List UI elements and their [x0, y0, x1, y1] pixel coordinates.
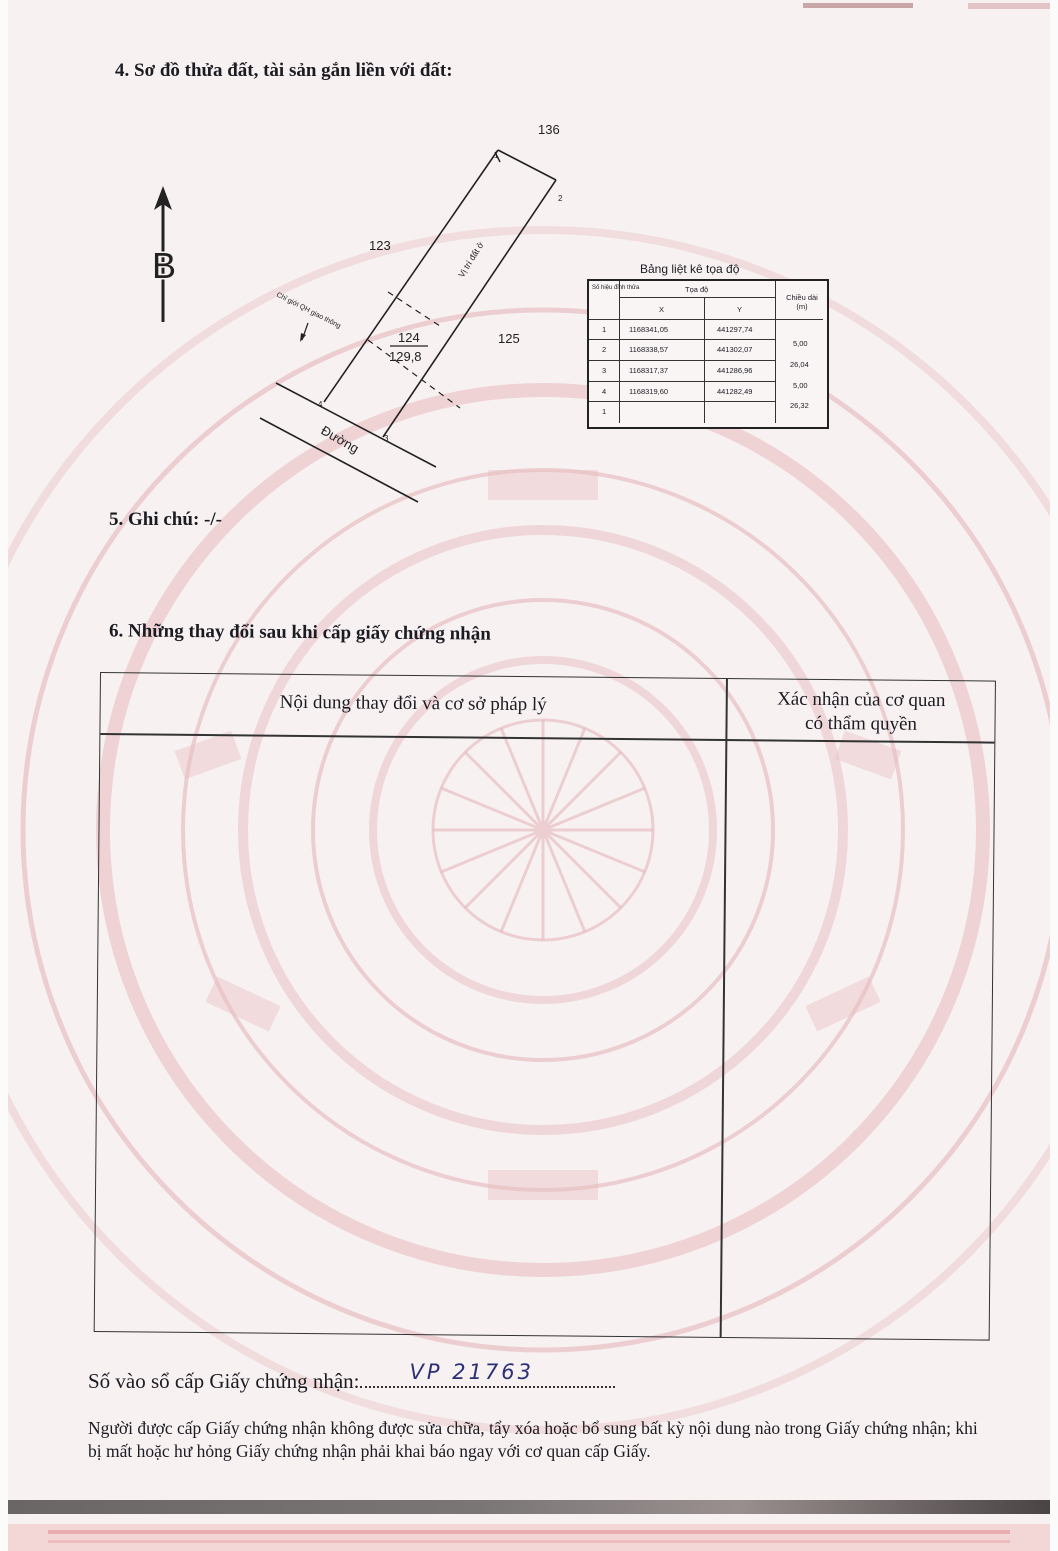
row-2-y: 441302,07 [717, 345, 753, 354]
col-confirm-line1: Xác nhận của cơ quan [777, 688, 946, 712]
length-2: 26,04 [790, 360, 809, 369]
col-coord-header: Tọa độ [685, 285, 709, 294]
bottom-decorative-border [8, 1524, 1050, 1551]
change-content-cell [95, 735, 725, 1337]
parcel-area: 129,8 [389, 349, 422, 364]
length-4: 26,32 [790, 401, 809, 410]
vertex-1-label: 1 [494, 151, 499, 160]
coord-table-title: Bảng liệt kê tọa độ [640, 262, 740, 276]
row-5-point: 1 [602, 407, 607, 416]
col-content-header: Nội dung thay đổi và cơ sở pháp lý [279, 691, 547, 716]
row-4-y: 441282,49 [717, 387, 753, 396]
length-3: 5,00 [793, 381, 808, 390]
col-point-header: Số hiệu đỉnh thửa [592, 285, 640, 291]
row-1-y: 441297,74 [717, 325, 753, 334]
page-edge-right [1050, 0, 1058, 1551]
registry-dots [360, 1360, 615, 1388]
page-edge-left [0, 0, 8, 1551]
row-2-x: 1168338,57 [629, 345, 669, 354]
road-boundary-label: Chỉ giới QH giao thông [275, 291, 342, 331]
section-6-title: 6. Những thay đổi sau khi cấp giấy chứng nhận [108, 620, 491, 645]
bottom-shadow-band [8, 1500, 1050, 1514]
registry-label: Số vào sổ cấp Giấy chứng nhận: [88, 1369, 360, 1393]
vertex-4-label: 4 [318, 400, 323, 409]
parcel-east-label: 125 [498, 331, 520, 346]
row-3-point: 3 [602, 366, 607, 375]
row-3-y: 441286,96 [717, 366, 753, 375]
row-1-point: 1 [602, 325, 607, 334]
changes-table [94, 672, 996, 1341]
parcel-number: 124 [398, 330, 420, 345]
section-5-note: 5. Ghi chú: -/- [109, 509, 222, 530]
registry-value: VP 21763 [409, 1360, 535, 1384]
vertex-2-label: 2 [558, 194, 563, 203]
coord-table [587, 279, 829, 429]
row-4-x: 1168319,60 [629, 387, 669, 396]
section-4-title: 4. Sơ đồ thửa đất, tài sản gắn liền với đất: [115, 60, 453, 81]
row-1-x: 1168341,05 [629, 325, 669, 334]
col-confirm-line2: có thẩm quyền [805, 712, 918, 735]
north-label: B [152, 245, 177, 286]
col-confirm-header [727, 687, 994, 738]
vertex-3-label: 3 [384, 434, 389, 443]
col-length-header: Chiều dài (m) [786, 293, 818, 311]
row-4-point: 4 [602, 387, 607, 396]
registry-number-line [88, 1360, 615, 1394]
north-arrow-icon [152, 186, 176, 322]
road-label: Đường [318, 422, 362, 457]
parcel-west-label: 123 [369, 238, 391, 253]
parcel-north-label: 136 [538, 122, 560, 137]
length-1: 5,00 [793, 339, 808, 348]
row-2-point: 2 [602, 345, 607, 354]
col-y-header: Y [737, 305, 743, 314]
certificate-page [8, 0, 1050, 1551]
col-x-header: X [659, 305, 665, 314]
row-3-x: 1168317,37 [629, 366, 669, 375]
land-position-label: Vị trí đất ở [456, 240, 486, 280]
legal-notice: Người được cấp Giấy chứng nhận không được sửa chữa, tẩy xóa hoặc bổ sung bất kỳ nội dung nào trong Giấy chứng nhận; khi bị mất hoặc hư hỏng Giấy chứng nhận phải khai báo ngay với cơ quan cấp Giấy. [88, 1418, 978, 1461]
road-boundary-arrow-icon [300, 323, 308, 342]
change-confirm-cell [722, 741, 995, 1340]
parcel-diagram [8, 0, 1050, 520]
